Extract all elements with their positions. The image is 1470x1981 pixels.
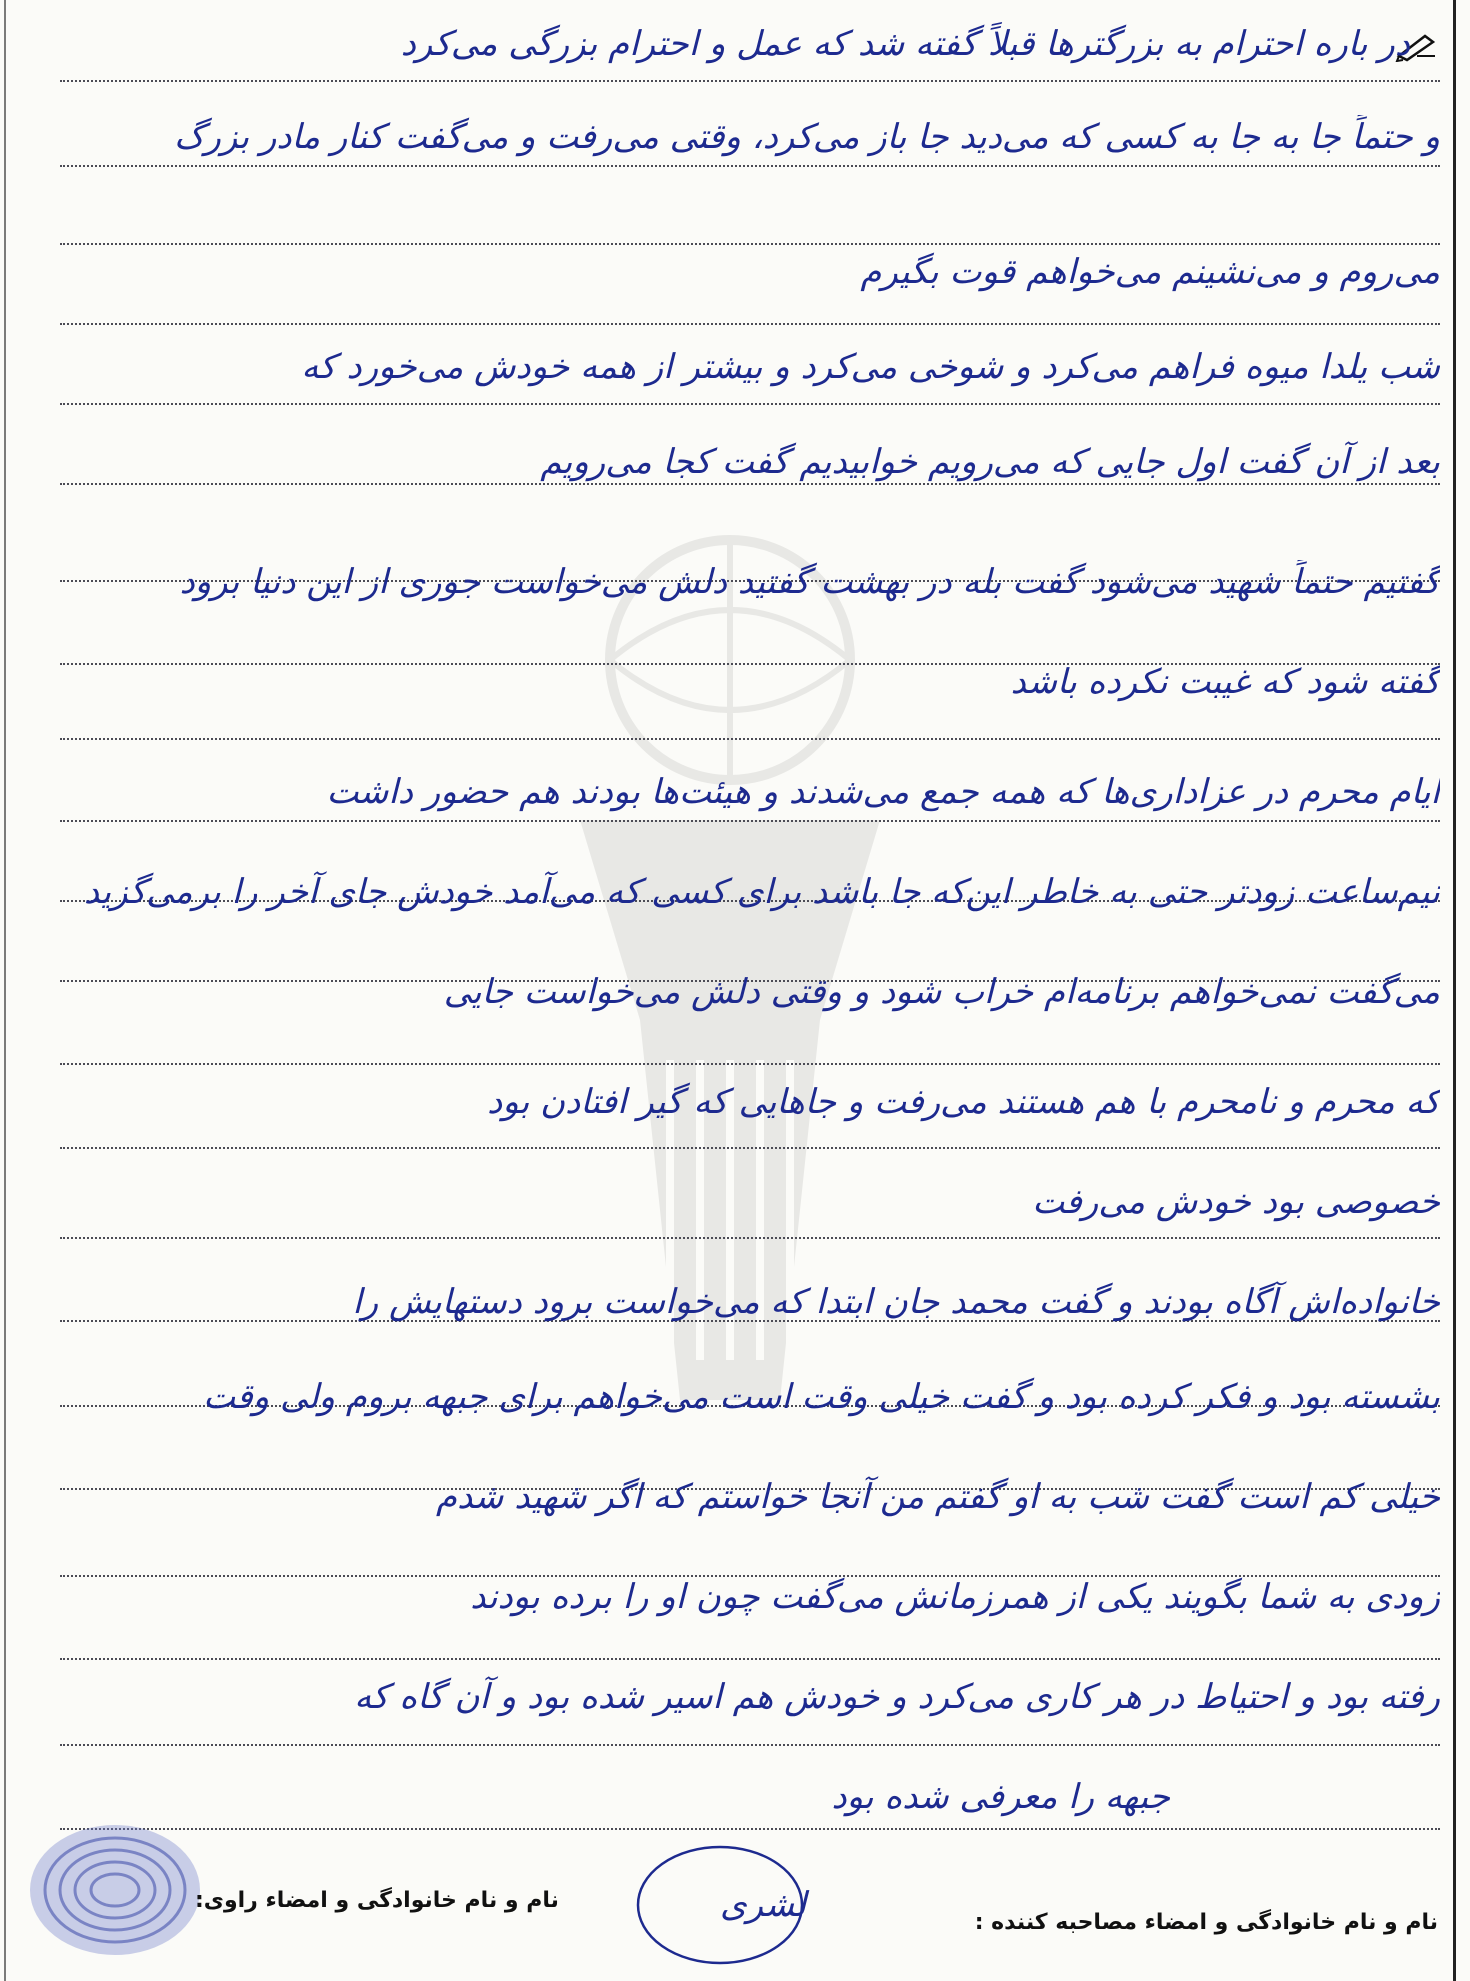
handwritten-line: ایام محرم در عزاداری‌ها که همه جمع می‌شدند و هیئت‌ها بودند هم حضور داشت: [326, 772, 1440, 812]
dotted-rule: [60, 820, 1440, 822]
handwritten-line: بعد از آن گفت اول جایی که می‌رویم خوابیدیم گفت کجا می‌رویم: [540, 442, 1440, 482]
dotted-rule: [60, 1828, 1440, 1830]
interviewer-label: نام و نام خانوادگی و امضاء مصاحبه کننده :: [974, 1910, 1438, 1935]
dotted-rule: [60, 323, 1440, 325]
dotted-rule: [60, 403, 1440, 405]
dotted-rule: [60, 1237, 1440, 1239]
dotted-rule: [60, 1063, 1440, 1065]
handwritten-line: شب یلدا میوه فراهم می‌کرد و شوخی می‌کرد و بیشتر از همه خودش می‌خورد که: [301, 347, 1440, 387]
handwritten-line: نیم‌ساعت زودتر حتی به خاطر این‌که جا باشد برای کسی که می‌آمد خودش جای آخر را برمی‌گزید: [83, 872, 1440, 912]
handwritten-line: گفتیم حتماً شهید می‌شود گفت بله در بهشت گفتید دلش می‌خواست جوری از این دنیا برود: [179, 562, 1440, 602]
signature-footer: [0, 1878, 1470, 1978]
handwritten-line: گفته شود که غیبت نکرده باشد: [1010, 662, 1440, 702]
handwritten-line: می‌روم و می‌نشینم می‌خواهم قوت بگیرم: [860, 252, 1440, 292]
page-right-border: [1453, 0, 1456, 1981]
interviewer-signature: لشری: [720, 1885, 807, 1925]
dotted-rule: [60, 738, 1440, 740]
handwritten-line: رفته بود و احتیاط در هر کاری می‌کرد و خودش هم اسیر شده بود و آن گاه که: [354, 1677, 1440, 1717]
handwritten-line: که محرم و نامحرم با هم هستند می‌رفت و جاهایی که گیر افتادن بود: [487, 1082, 1440, 1122]
dotted-rule: [60, 243, 1440, 245]
handwritten-line: در باره احترام به بزرگترها قبلاً گفته شد که عمل و احترام بزرگی می‌کرد: [400, 24, 1410, 64]
handwritten-line: خصوصی بود خودش می‌رفت: [1032, 1182, 1440, 1222]
handwritten-line: خیلی کم است گفت شب به او گفتم من آنجا خواستم که اگر شهید شدم: [436, 1477, 1440, 1517]
handwritten-line: زودی به شما بگویند یکی از همرزمانش می‌گفت چون او را برده بودند: [470, 1577, 1440, 1617]
narrator-label: نام و نام خانوادگی و امضاء راوی:: [195, 1888, 559, 1913]
dotted-rule: [60, 1658, 1440, 1660]
handwritten-line: جبهه را معرفی شده بود: [831, 1777, 1170, 1817]
dotted-rule: [60, 165, 1440, 167]
handwritten-line: و حتماً جا به جا به کسی که می‌دید جا باز می‌کرد، وقتی می‌رفت و می‌گفت کنار مادر بزرگ: [174, 117, 1440, 157]
handwritten-line: می‌گفت نمی‌خواهم برنامه‌ام خراب شود و وقتی دلش می‌خواست جایی: [443, 972, 1440, 1012]
page-left-border: [4, 0, 6, 1981]
dotted-rule: [60, 1147, 1440, 1149]
handwritten-line: خانواده‌اش آگاه بودند و گفت محمد جان ابتدا که می‌خواست برود دستهایش را: [352, 1282, 1440, 1322]
handwritten-line: بشسته بود و فکر کرده بود و گفت خیلی وقت است می‌خواهم برای جبهه بروم ولی وقت: [203, 1377, 1440, 1417]
dotted-rule: [60, 80, 1440, 82]
dotted-rule: [60, 1744, 1440, 1746]
